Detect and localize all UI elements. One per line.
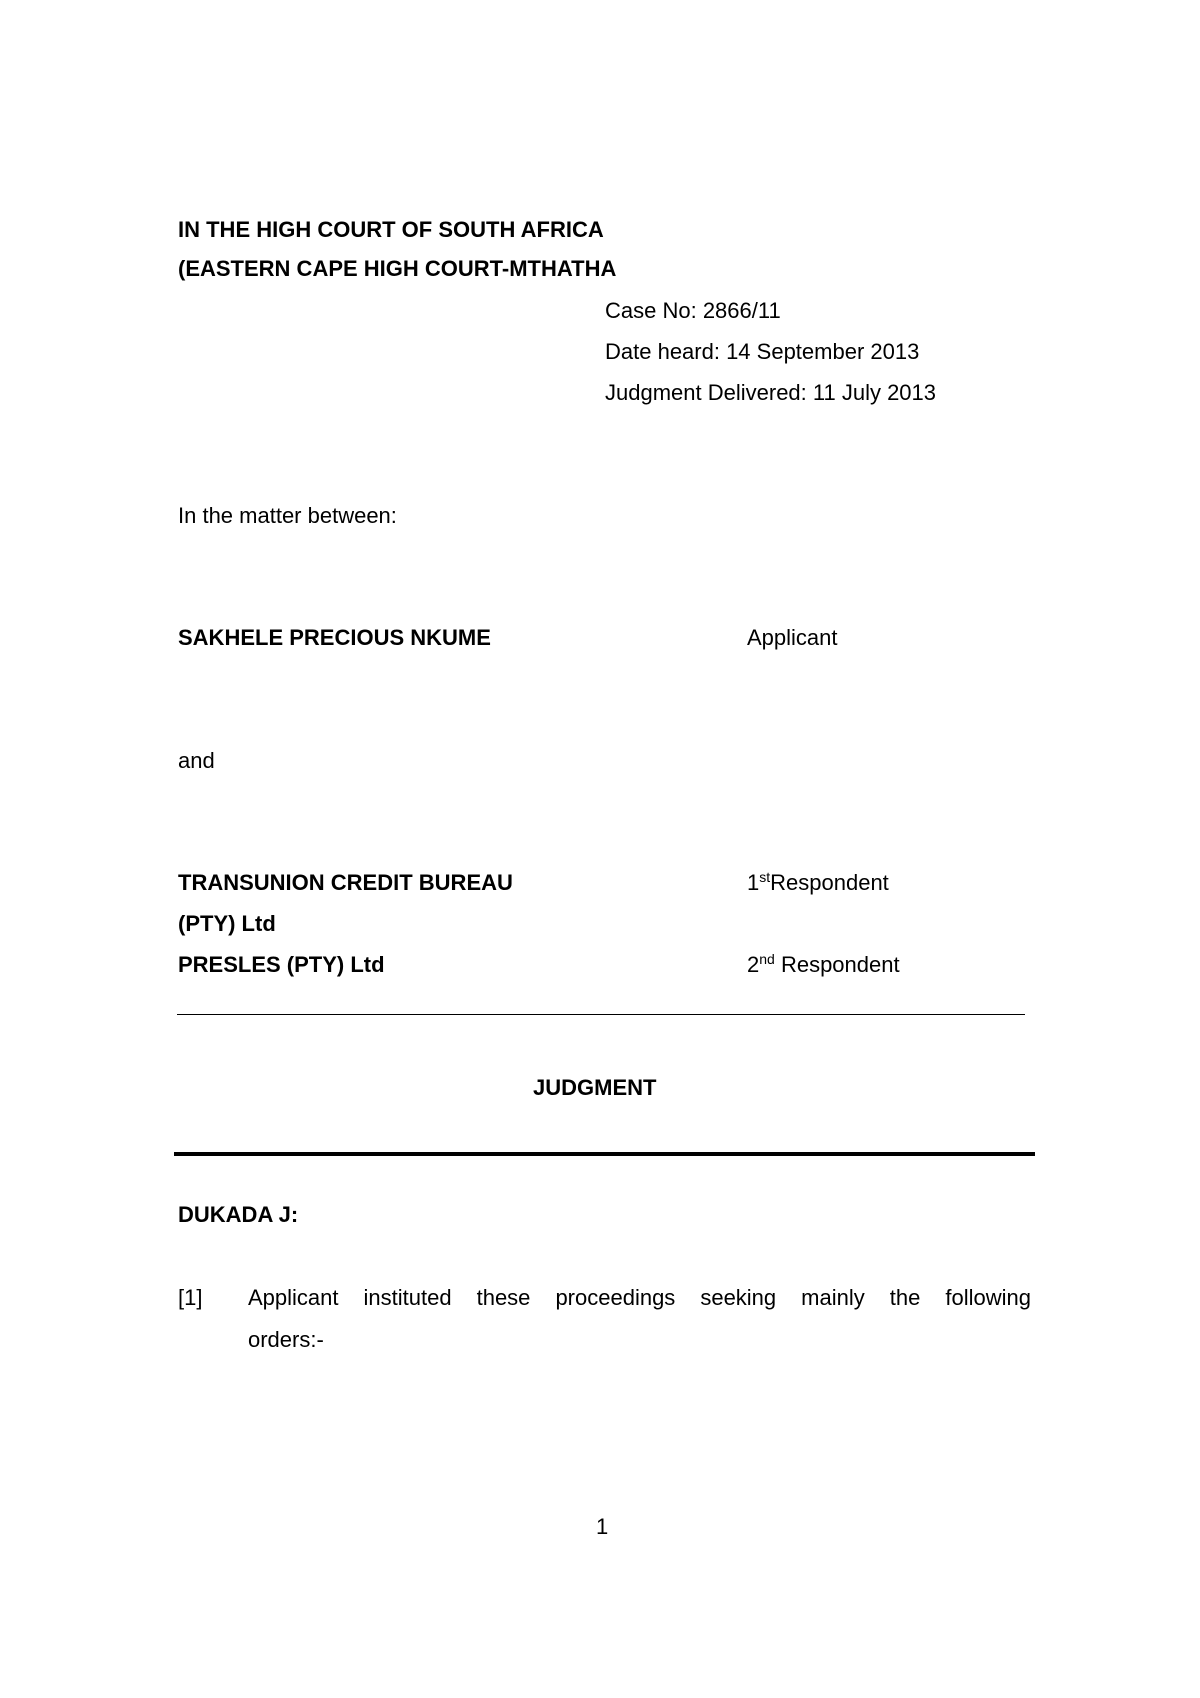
respondent1-role-label: Respondent <box>770 870 889 895</box>
respondent1-ordinal: 1 <box>747 870 760 895</box>
heading-rule <box>174 1152 1035 1156</box>
respondent2-role <box>747 951 900 977</box>
respondent1-ordinal-suffix: st <box>759 869 771 885</box>
court-name: IN THE HIGH COURT OF SOUTH AFRICA <box>178 217 604 242</box>
page-number: 1 <box>596 1514 609 1539</box>
conjunction-and: and <box>178 748 215 773</box>
separator-line <box>177 1014 1025 1015</box>
paragraph-number: [1] <box>178 1285 203 1310</box>
paragraph-line-2: orders:- <box>248 1327 324 1352</box>
respondent1-name: TRANSUNION CREDIT BUREAU <box>178 870 513 895</box>
case-number: Case No: 2866/11 <box>605 298 781 323</box>
matter-intro: In the matter between: <box>178 503 397 528</box>
respondent1-name-cont: (PTY) Ltd <box>178 911 276 936</box>
paragraph-line-1 <box>248 1287 1031 1309</box>
respondent1-role <box>747 869 889 895</box>
court-division: (EASTERN CAPE HIGH COURT-MTHATHA <box>178 256 617 281</box>
judge-name: DUKADA J: <box>178 1202 299 1227</box>
applicant-role: Applicant <box>747 625 838 650</box>
judgment-delivered: Judgment Delivered: 11 July 2013 <box>605 380 937 405</box>
paragraph-text-line1: Applicant instituted these proceedings seeking mainly the following <box>248 1285 1031 1310</box>
respondent2-ordinal: 2 <box>747 952 760 977</box>
applicant-name: SAKHELE PRECIOUS NKUME <box>178 625 491 650</box>
respondent2-role-label: Respondent <box>774 952 900 977</box>
respondent2-name: PRESLES (PTY) Ltd <box>178 952 385 977</box>
judgment-heading: JUDGMENT <box>533 1075 657 1100</box>
date-heard: Date heard: 14 September 2013 <box>605 339 920 364</box>
respondent2-ordinal-suffix: nd <box>759 951 775 967</box>
